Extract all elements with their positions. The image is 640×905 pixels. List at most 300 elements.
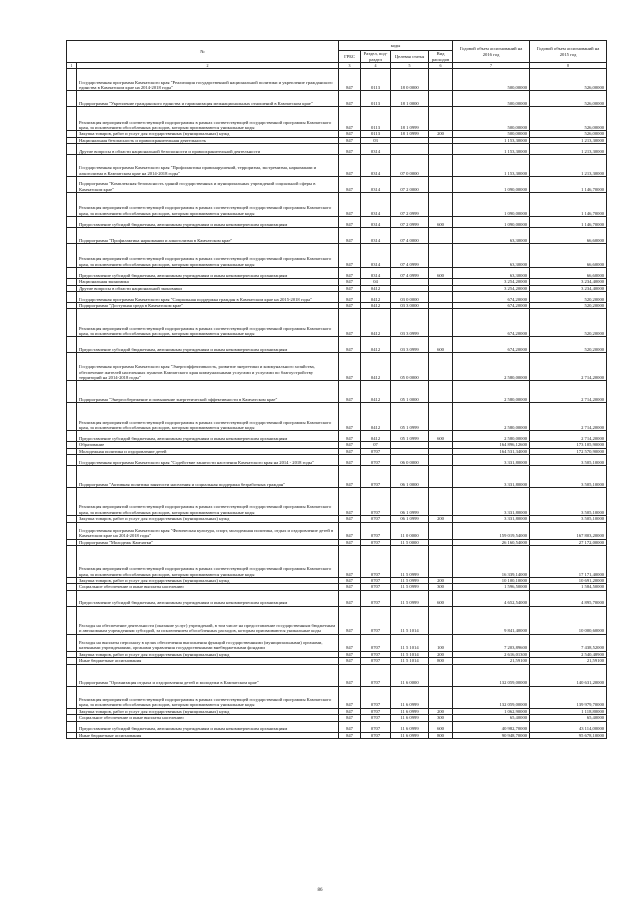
item-name-cell: Предоставление субсидий бюджетным, автономным учреждениям и иным некоммерческим организациям xyxy=(77,721,339,732)
item-name-cell: Закупка товаров, работ и услуг для государственных (муниципальных) нужд xyxy=(77,651,339,657)
row-index-cell xyxy=(67,91,77,107)
expense-type-cell xyxy=(429,155,453,177)
table-row xyxy=(67,381,607,403)
volume-2015-cell: 1 118,80000 xyxy=(530,708,607,714)
target-cell: 03 3 0000 xyxy=(391,303,429,309)
section-cell: 0412 xyxy=(361,431,391,442)
section-cell: 0707 xyxy=(361,584,391,590)
header-grbs: ГРБС xyxy=(339,51,361,63)
target-cell: 06 1 0999 xyxy=(391,488,429,516)
volume-2015-cell: 2 714,20000 xyxy=(530,353,607,381)
row-index-cell xyxy=(67,546,77,578)
section-cell: 0707 xyxy=(361,522,391,539)
volume-2015-cell: 526,00000 xyxy=(530,131,607,137)
expense-type-cell xyxy=(429,244,453,268)
expense-type-cell xyxy=(429,353,453,381)
section-cell: 0707 xyxy=(361,686,391,708)
target-cell: 11 5 0999 xyxy=(391,584,429,590)
volume-2016-cell: 16 339,14000 xyxy=(453,546,530,578)
target-cell: 06 1 0999 xyxy=(391,516,429,522)
row-index-cell xyxy=(67,107,77,131)
expense-type-cell xyxy=(429,193,453,217)
volume-2015-cell: 1 213,30000 xyxy=(530,137,607,143)
item-name-cell: Подпрограмма "Профилактика наркомании и алкоголизма в Камчатском крае" xyxy=(77,228,339,244)
table-row xyxy=(67,634,607,651)
table-row xyxy=(67,144,607,155)
item-name-cell: Реализация мероприятий соответствующей подпрограммы в рамках соответствующей государственной программы Камчатского края, за исключением обособленных расходов, которым присваиваются уникальные коды xyxy=(77,193,339,217)
section-cell: 0707 xyxy=(361,590,391,606)
volume-2015-cell: 520,20000 xyxy=(530,292,607,303)
volume-2016-cell: 1 090,00000 xyxy=(453,193,530,217)
volume-2016-cell: 2 580,00000 xyxy=(453,353,530,381)
item-name-cell: Расходы на обеспечение деятельности (оказание услуг) учреждений, в том числе на предоставление государственным бюджетным и автономным учреждениям субсидий, за исключением обособленных расходов, которым присваиваются уникальные коды xyxy=(77,606,339,634)
volume-2016-cell: 674,20000 xyxy=(453,309,530,337)
volume-2015-cell: 1 146,70000 xyxy=(530,177,607,193)
item-name-cell: Государственная программа Камчатского края "Содействие занятости населения Камчатского края на 2014 - 2018 годы" xyxy=(77,455,339,466)
item-name-cell: Предоставление субсидий бюджетным, автономным учреждениям и иным некоммерческим организациям xyxy=(77,590,339,606)
target-cell: 07 4 0999 xyxy=(391,244,429,268)
grbs-cell: 847 xyxy=(339,268,361,279)
item-name-cell: Образование xyxy=(77,442,339,448)
expense-type-cell xyxy=(429,606,453,634)
target-cell: 03 3 0999 xyxy=(391,309,429,337)
grbs-cell: 847 xyxy=(339,69,361,91)
section-cell: 0412 xyxy=(361,403,391,431)
section-cell: 0412 xyxy=(361,381,391,403)
item-name-cell: Социальное обеспечение и иные выплаты населению xyxy=(77,715,339,721)
table-row xyxy=(67,431,607,442)
column-number: 1 xyxy=(67,63,77,69)
section-cell: 0707 xyxy=(361,658,391,664)
item-name-cell: Реализация мероприятий соответствующей подпрограммы в рамках соответствующей государственной программы Камчатского края, за исключением обособленных расходов, которым присваиваются уникальные коды xyxy=(77,546,339,578)
volume-2016-cell: 674,20000 xyxy=(453,303,530,309)
grbs-cell: 847 xyxy=(339,285,361,291)
row-index-cell xyxy=(67,144,77,155)
target-cell: 18 1 0000 xyxy=(391,91,429,107)
grbs-cell: 847 xyxy=(339,516,361,522)
column-number: 3 xyxy=(339,63,361,69)
grbs-cell: 847 xyxy=(339,217,361,228)
expense-type-cell: 800 xyxy=(429,658,453,664)
column-number: 7 xyxy=(453,63,530,69)
expense-type-cell xyxy=(429,309,453,337)
volume-2015-cell: 10 000,60000 xyxy=(530,606,607,634)
item-name-cell: Реализация мероприятий соответствующей подпрограммы в рамках соответствующей государственной программы Камчатского края, за исключением обособленных расходов, которым присваиваются уникальные коды xyxy=(77,107,339,131)
table-row xyxy=(67,721,607,732)
target-cell: 05 0 0000 xyxy=(391,353,429,381)
volume-2015-cell: 1 213,30000 xyxy=(530,155,607,177)
section-cell: 0707 xyxy=(361,546,391,578)
column-number: 8 xyxy=(530,63,607,69)
volume-2016-cell: 1 153,30000 xyxy=(453,144,530,155)
target-cell: 07 2 0999 xyxy=(391,193,429,217)
target-cell: 11 5 1014 xyxy=(391,658,429,664)
section-cell: 0314 xyxy=(361,228,391,244)
item-name-cell: Государственная программа Камчатского края "Реализация государственной национальной политики и укрепление гражданского единства в Камчатском крае на 2014-2018 годы" xyxy=(77,69,339,91)
budget-sheet xyxy=(66,40,606,739)
grbs-cell: 847 xyxy=(339,488,361,516)
target-cell: 11 6 0999 xyxy=(391,708,429,714)
volume-2016-cell: 63,30000 xyxy=(453,268,530,279)
item-name-cell: Подпрограмма "Энергосбережение и повышение энергетической эффективности в Камчатском крае" xyxy=(77,381,339,403)
target-cell: 11 5 1014 xyxy=(391,651,429,657)
section-cell: 0412 xyxy=(361,303,391,309)
volume-2015-cell: 173 105,90000 xyxy=(530,442,607,448)
target-cell: 05 1 0000 xyxy=(391,381,429,403)
item-name-cell: Предоставление субсидий бюджетным, автономным учреждениям и иным некоммерческим организациям xyxy=(77,268,339,279)
expense-type-cell: 300 xyxy=(429,584,453,590)
item-name-cell: Реализация мероприятий соответствующей подпрограммы в рамках соответствующей государственной программы Камчатского края, за исключением обособленных расходов, которым присваиваются уникальные коды xyxy=(77,488,339,516)
row-index-cell xyxy=(67,353,77,381)
section-cell: 0412 xyxy=(361,285,391,291)
volume-2015-cell: 43 114,00000 xyxy=(530,721,607,732)
expense-type-cell xyxy=(429,144,453,155)
expense-type-cell xyxy=(429,686,453,708)
volume-2015-cell: 1 584,50000 xyxy=(530,584,607,590)
row-index-cell xyxy=(67,522,77,539)
section-cell: 0707 xyxy=(361,539,391,545)
section-cell: 0707 xyxy=(361,708,391,714)
volume-2015-cell: 3 234,40000 xyxy=(530,285,607,291)
grbs-cell: 847 xyxy=(339,177,361,193)
grbs-cell: 847 xyxy=(339,279,361,285)
expense-type-cell xyxy=(429,381,453,403)
grbs-cell: 847 xyxy=(339,107,361,131)
volume-2015-cell: 66,60000 xyxy=(530,268,607,279)
volume-2015-cell: 140 631,20000 xyxy=(530,664,607,686)
table-row xyxy=(67,107,607,131)
grbs-cell: 847 xyxy=(339,309,361,337)
table-row xyxy=(67,309,607,337)
item-name-cell: Предоставление субсидий бюджетным, автономным учреждениям и иным некоммерческим организациям xyxy=(77,337,339,353)
target-cell: 07 4 0999 xyxy=(391,268,429,279)
grbs-cell: 847 xyxy=(339,403,361,431)
table-row xyxy=(67,664,607,686)
row-index-cell xyxy=(67,488,77,516)
volume-2016-cell: 1 090,00000 xyxy=(453,177,530,193)
table-row xyxy=(67,217,607,228)
header-expense-type: Вид расходов xyxy=(429,51,453,63)
section-cell: 0707 xyxy=(361,466,391,488)
expense-type-cell xyxy=(429,488,453,516)
header-volume-2016: Годовой объем ассигнований на 2016 год xyxy=(453,41,530,63)
volume-2015-cell: 520,20000 xyxy=(530,303,607,309)
expense-type-cell xyxy=(429,522,453,539)
row-index-cell xyxy=(67,381,77,403)
row-index-cell xyxy=(67,69,77,91)
table-body xyxy=(67,69,607,739)
section-cell: 0314 xyxy=(361,177,391,193)
row-index-cell xyxy=(67,634,77,651)
volume-2015-cell: 3 505,10000 xyxy=(530,516,607,522)
grbs-cell: 847 xyxy=(339,721,361,732)
grbs-cell: 847 xyxy=(339,193,361,217)
volume-2016-cell: 1 596,50000 xyxy=(453,584,530,590)
table-row xyxy=(67,455,607,466)
volume-2016-cell: 2 580,00000 xyxy=(453,431,530,442)
item-name-cell: Подпрограмма "Укрепление гражданского единства и гармонизация межнациональных отношений в Камчатском крае" xyxy=(77,91,339,107)
grbs-cell: 847 xyxy=(339,546,361,578)
grbs-cell: 847 xyxy=(339,353,361,381)
target-cell: 18 1 0999 xyxy=(391,131,429,137)
volume-2015-cell: 526,00000 xyxy=(530,91,607,107)
item-name-cell: Подпрограмма "Доступная среда в Камчатском крае" xyxy=(77,303,339,309)
volume-2015-cell: 1 146,70000 xyxy=(530,193,607,217)
table-row xyxy=(67,353,607,381)
column-number: 6 xyxy=(429,63,453,69)
volume-2016-cell: 674,20000 xyxy=(453,292,530,303)
section-cell: 0707 xyxy=(361,634,391,651)
grbs-cell: 847 xyxy=(339,228,361,244)
target-cell: 11 0 0000 xyxy=(391,522,429,539)
volume-2016-cell: 132 059,00000 xyxy=(453,664,530,686)
volume-2015-cell: 66,60000 xyxy=(530,228,607,244)
section-cell: 0707 xyxy=(361,448,391,454)
volume-2016-cell: 132 059,00000 xyxy=(453,686,530,708)
expense-type-cell xyxy=(429,466,453,488)
section-cell: 0314 xyxy=(361,144,391,155)
grbs-cell: 847 xyxy=(339,651,361,657)
grbs-cell: 847 xyxy=(339,606,361,634)
section-cell: 0314 xyxy=(361,217,391,228)
volume-2015-cell: 21,59100 xyxy=(530,658,607,664)
item-name-cell: Реализация мероприятий соответствующей подпрограммы в рамках соответствующей государственной программы Камчатского края, за исключением обособленных расходов, которым присваиваются уникальные коды xyxy=(77,309,339,337)
volume-2015-cell: 3 505,10000 xyxy=(530,466,607,488)
item-name-cell: Другие вопросы в области национальной экономики xyxy=(77,285,339,291)
table-row xyxy=(67,403,607,431)
volume-2015-cell: 3 234,40000 xyxy=(530,279,607,285)
volume-2016-cell: 21,59100 xyxy=(453,658,530,664)
volume-2016-cell: 1 062,90000 xyxy=(453,708,530,714)
item-name-cell: Закупка товаров, работ и услуг для государственных (муниципальных) нужд xyxy=(77,708,339,714)
target-cell: 18 1 0999 xyxy=(391,107,429,131)
volume-2015-cell: 95 678,10000 xyxy=(530,732,607,738)
grbs-cell: 847 xyxy=(339,455,361,466)
expense-type-cell: 300 xyxy=(429,715,453,721)
volume-2016-cell: 500,00000 xyxy=(453,91,530,107)
volume-2015-cell: 66,60000 xyxy=(530,244,607,268)
table-row xyxy=(67,606,607,634)
volume-2015-cell: 2 714,20000 xyxy=(530,381,607,403)
row-index-cell xyxy=(67,455,77,466)
table-row xyxy=(67,466,607,488)
table-row xyxy=(67,193,607,217)
row-index-cell xyxy=(67,217,77,228)
target-cell: 07 2 0000 xyxy=(391,177,429,193)
header-number: № xyxy=(67,41,339,63)
item-name-cell: Молодежная политика и оздоровление детей xyxy=(77,448,339,454)
expense-type-cell xyxy=(429,91,453,107)
item-name-cell: Иные бюджетные ассигнования xyxy=(77,658,339,664)
volume-2015-cell: 10 691,20000 xyxy=(530,578,607,584)
grbs-cell: 847 xyxy=(339,137,361,143)
row-index-cell xyxy=(67,244,77,268)
expense-type-cell: 200 xyxy=(429,651,453,657)
grbs-cell: 847 xyxy=(339,448,361,454)
expense-type-cell xyxy=(429,107,453,131)
section-cell: 0412 xyxy=(361,292,391,303)
target-cell: 18 0 0000 xyxy=(391,69,429,91)
target-cell: 11 5 0999 xyxy=(391,590,429,606)
volume-2016-cell: 3 254,20000 xyxy=(453,285,530,291)
volume-2016-cell: 500,00000 xyxy=(453,69,530,91)
row-index-cell xyxy=(67,403,77,431)
section-cell: 0412 xyxy=(361,337,391,353)
header-section: Раздел, под-раздел xyxy=(361,51,391,63)
grbs-cell: 847 xyxy=(339,292,361,303)
volume-2015-cell: 3 505,10000 xyxy=(530,488,607,516)
expense-type-cell xyxy=(429,177,453,193)
grbs-cell: 847 xyxy=(339,337,361,353)
volume-2015-cell: 139 979,70000 xyxy=(530,686,607,708)
section-cell: 0113 xyxy=(361,69,391,91)
target-cell: 07 4 0000 xyxy=(391,228,429,244)
page-number: 86 xyxy=(317,888,323,893)
item-name-cell: Национальная безопасность и правоохранительная деятельность xyxy=(77,137,339,143)
target-cell: 11 5 1014 xyxy=(391,606,429,634)
volume-2016-cell: 164 531,34000 xyxy=(453,448,530,454)
target-cell: 11 5 0000 xyxy=(391,539,429,545)
grbs-cell: 847 xyxy=(339,244,361,268)
row-index-cell xyxy=(67,721,77,732)
volume-2015-cell: 1 213,30000 xyxy=(530,144,607,155)
volume-2015-cell: 7 438,52000 xyxy=(530,634,607,651)
expense-type-cell xyxy=(429,664,453,686)
section-cell: 0412 xyxy=(361,309,391,337)
expense-type-cell: 800 xyxy=(429,732,453,738)
expense-type-cell xyxy=(429,69,453,91)
row-index-cell xyxy=(67,155,77,177)
volume-2015-cell: 520,20000 xyxy=(530,337,607,353)
header-target: Целевая статья xyxy=(391,51,429,63)
item-name-cell: Реализация мероприятий соответствующей подпрограммы в рамках соответствующей государственной программы Камчатского края, за исключением обособленных расходов, которым присваиваются уникальные коды xyxy=(77,244,339,268)
target-cell: 11 6 0999 xyxy=(391,686,429,708)
expense-type-cell: 100 xyxy=(429,634,453,651)
grbs-cell: 847 xyxy=(339,131,361,137)
grbs-cell: 847 xyxy=(339,539,361,545)
section-cell: 0707 xyxy=(361,715,391,721)
table-row xyxy=(67,292,607,303)
volume-2016-cell: 3 331,80000 xyxy=(453,455,530,466)
volume-2015-cell: 1 146,70000 xyxy=(530,217,607,228)
section-cell: 03 xyxy=(361,137,391,143)
target-cell: 11 5 0999 xyxy=(391,578,429,584)
target-cell: 07 0 0000 xyxy=(391,155,429,177)
row-index-cell xyxy=(67,337,77,353)
grbs-cell: 847 xyxy=(339,155,361,177)
row-index-cell xyxy=(67,268,77,279)
volume-2015-cell: 4 895,70000 xyxy=(530,590,607,606)
grbs-cell: 847 xyxy=(339,303,361,309)
grbs-cell: 847 xyxy=(339,658,361,664)
section-cell: 0707 xyxy=(361,516,391,522)
item-name-cell: Реализация мероприятий соответствующей подпрограммы в рамках соответствующей государственной программы Камчатского края, за исключением обособленных расходов, которым присваиваются уникальные коды xyxy=(77,403,339,431)
grbs-cell: 847 xyxy=(339,708,361,714)
table-row xyxy=(67,69,607,91)
target-cell: 07 2 0999 xyxy=(391,217,429,228)
volume-2016-cell: 7 203,89600 xyxy=(453,634,530,651)
budget-table xyxy=(66,40,607,739)
expense-type-cell: 200 xyxy=(429,578,453,584)
section-cell: 0113 xyxy=(361,107,391,131)
volume-2016-cell: 2 580,00000 xyxy=(453,403,530,431)
volume-2016-cell: 3 331,80000 xyxy=(453,488,530,516)
expense-type-cell xyxy=(429,546,453,578)
expense-type-cell xyxy=(429,292,453,303)
row-index-cell xyxy=(67,292,77,303)
row-index-cell xyxy=(67,431,77,442)
target-cell: 03 3 0999 xyxy=(391,337,429,353)
table-row xyxy=(67,590,607,606)
section-cell: 0412 xyxy=(361,353,391,381)
grbs-cell: 847 xyxy=(339,91,361,107)
section-cell: 0314 xyxy=(361,244,391,268)
volume-2015-cell: 27 172,00000 xyxy=(530,539,607,545)
expense-type-cell xyxy=(429,228,453,244)
volume-2016-cell: 40 982,70000 xyxy=(453,721,530,732)
volume-2016-cell: 1 090,00000 xyxy=(453,217,530,228)
grbs-cell: 847 xyxy=(339,442,361,448)
target-cell: 03 0 0000 xyxy=(391,292,429,303)
volume-2016-cell: 65,40000 xyxy=(453,715,530,721)
expense-type-cell: 600 xyxy=(429,337,453,353)
expense-type-cell: 600 xyxy=(429,721,453,732)
grbs-cell: 847 xyxy=(339,634,361,651)
volume-2016-cell: 10 100,10000 xyxy=(453,578,530,584)
table-row xyxy=(67,488,607,516)
table-row xyxy=(67,686,607,708)
volume-2015-cell: 167 803,20000 xyxy=(530,522,607,539)
row-index-cell xyxy=(67,193,77,217)
item-name-cell: Закупка товаров, работ и услуг для государственных (муниципальных) нужд xyxy=(77,516,339,522)
grbs-cell: 847 xyxy=(339,590,361,606)
volume-2016-cell: 159 019,54000 xyxy=(453,522,530,539)
row-index-cell xyxy=(67,466,77,488)
item-name-cell: Реализация мероприятий соответствующей подпрограммы в рамках соответствующей государственной программы Камчатского края, за исключением обособленных расходов, которым присваиваются уникальные коды xyxy=(77,686,339,708)
grbs-cell: 847 xyxy=(339,431,361,442)
expense-type-cell: 600 xyxy=(429,217,453,228)
volume-2015-cell: 526,00000 xyxy=(530,69,607,91)
volume-2016-cell: 3 254,20000 xyxy=(453,279,530,285)
volume-2015-cell: 2 540,48900 xyxy=(530,651,607,657)
volume-2016-cell: 2 616,01300 xyxy=(453,651,530,657)
volume-2015-cell: 172 570,90000 xyxy=(530,448,607,454)
volume-2016-cell: 1 153,30000 xyxy=(453,155,530,177)
item-name-cell: Подпрограмма "Молодежь Камчатки" xyxy=(77,539,339,545)
expense-type-cell xyxy=(429,455,453,466)
table-row xyxy=(67,522,607,539)
target-cell xyxy=(391,144,429,155)
section-cell: 0707 xyxy=(361,651,391,657)
item-name-cell: Предоставление субсидий бюджетным, автономным учреждениям и иным некоммерческим организациям xyxy=(77,431,339,442)
volume-2015-cell: 65,40000 xyxy=(530,715,607,721)
section-cell: 04 xyxy=(361,279,391,285)
grbs-cell: 847 xyxy=(339,664,361,686)
volume-2015-cell: 17 171,40000 xyxy=(530,546,607,578)
table-row xyxy=(67,228,607,244)
header-codes: коды xyxy=(339,41,453,51)
column-number: 2 xyxy=(77,63,339,69)
grbs-cell: 847 xyxy=(339,715,361,721)
item-name-cell: Закупка товаров, работ и услуг для государственных (муниципальных) нужд xyxy=(77,131,339,137)
volume-2016-cell: 674,20000 xyxy=(453,337,530,353)
volume-2016-cell: 9 841,40000 xyxy=(453,606,530,634)
volume-2016-cell: 3 331,80000 xyxy=(453,466,530,488)
row-index-cell xyxy=(67,309,77,337)
expense-type-cell: 600 xyxy=(429,590,453,606)
expense-type-cell: 200 xyxy=(429,131,453,137)
target-cell: 11 6 0000 xyxy=(391,664,429,686)
